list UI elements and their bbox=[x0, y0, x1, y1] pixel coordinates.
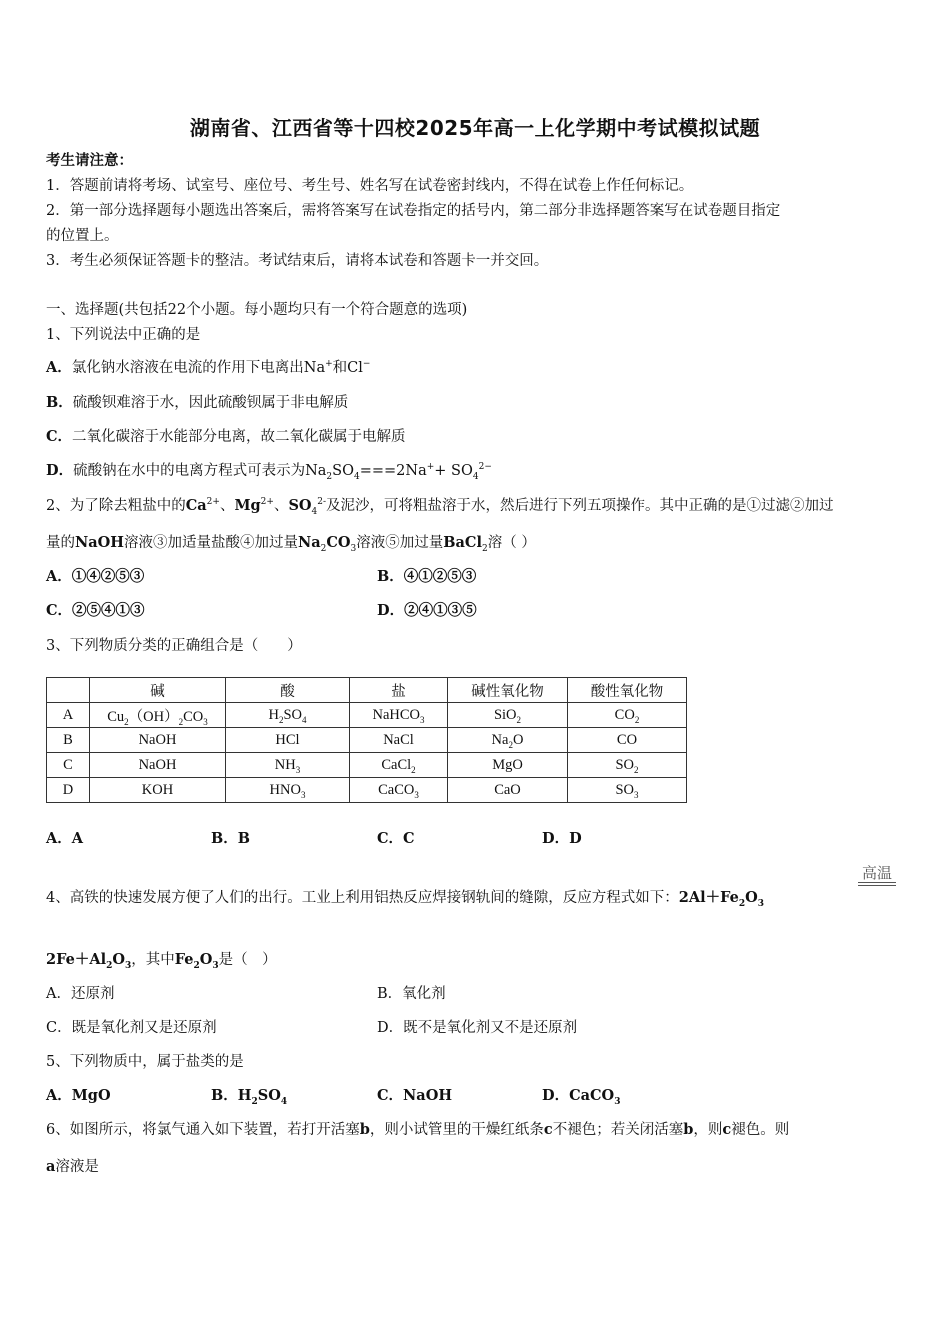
question-2-stem-cont: 量的NaOH溶液③加适量盐酸④加过量$Na_2CO_3$溶液⑤加过量BaCl$_2$溶（ ） bbox=[46, 534, 536, 554]
q4-option-d[interactable]: D．既不是氧化剂又不是还原剂 bbox=[377, 1020, 578, 1036]
cell-acidic-oxide: $SO_3$ bbox=[568, 778, 687, 803]
question-6-stem: 6、如图所示，将氯气通入如下装置，若打开活塞b，则小试管里的干燥红纸条c不褪色；若关闭活塞b，则c褪色。则 bbox=[46, 1121, 790, 1138]
row-key: D bbox=[47, 778, 90, 803]
q2-option-a[interactable]: A．①④②⑤③ bbox=[46, 568, 145, 585]
q2-option-b[interactable]: B．④①②⑤③ bbox=[377, 568, 477, 585]
cell-acid: $NH_3$ bbox=[226, 753, 350, 778]
q3-option-d[interactable]: D．D bbox=[542, 830, 582, 847]
row-key: C bbox=[47, 753, 90, 778]
table-row bbox=[47, 728, 687, 753]
question-4-stem: 4、高铁的快速发展方便了人们的出行。工业上利用铝热反应焊接钢轨间的缝隙，反应方程式如下：$2Al+Fe_2O_3$ bbox=[46, 889, 764, 909]
question-1-stem: 1、下列说法中正确的是 bbox=[46, 327, 201, 343]
q4-option-b[interactable]: B．氧化剂 bbox=[377, 986, 446, 1002]
notice-item: 1．答题前请将考场、试室号、座位号、考生号、姓名写在试卷密封线内，不得在试卷上作任何标记。 bbox=[46, 178, 694, 194]
table-header-cell: 盐 bbox=[350, 678, 448, 703]
row-key: B bbox=[47, 728, 90, 753]
cell-salt: CaCO$_3$ bbox=[350, 778, 448, 803]
q1-option-b[interactable]: B．硫酸钡难溶于水，因此硫酸钡属于非电解质 bbox=[46, 394, 349, 411]
table-row bbox=[47, 778, 687, 803]
cell-salt: NaCl bbox=[350, 728, 448, 753]
cell-acidic-oxide: $CO_2$ bbox=[568, 703, 687, 728]
reaction-condition: 高温 bbox=[861, 864, 892, 882]
q3-option-b[interactable]: B．B bbox=[211, 830, 251, 847]
cell-salt: CaCl$_2$ bbox=[350, 753, 448, 778]
cell-acid: HCl bbox=[226, 728, 350, 753]
cell-acidic-oxide: $SO_2$ bbox=[568, 753, 687, 778]
cell-base: NaOH bbox=[90, 753, 226, 778]
cell-basic-oxide: MgO bbox=[448, 753, 568, 778]
table-header-cell: 酸 bbox=[226, 678, 350, 703]
cell-basic-oxide: CaO bbox=[448, 778, 568, 803]
equilibrium-sign bbox=[858, 882, 896, 886]
question-6-stem-cont: a溶液是 bbox=[46, 1158, 99, 1175]
q5-option-a[interactable]: A．MgO bbox=[46, 1087, 111, 1104]
cell-salt: NaHCO$_3$ bbox=[350, 703, 448, 728]
question-3-stem: 3、下列物质分类的正确组合是（ ） bbox=[46, 638, 302, 654]
q1-option-a[interactable]: A．氯化钠水溶液在电流的作用下电离出Na+和Cl− bbox=[46, 359, 371, 376]
q2-option-c[interactable]: C．②⑤④①③ bbox=[46, 602, 145, 619]
q3-option-c[interactable]: C．C bbox=[377, 830, 415, 847]
cell-acid: $H_2SO_4$ bbox=[226, 703, 350, 728]
question-4-stem-cont: $2Fe+Al_2O_3$，其中$Fe_2O_3$是（ ） bbox=[46, 951, 277, 971]
table-row bbox=[47, 703, 687, 728]
notice-heading: 考生请注意： bbox=[46, 152, 133, 169]
cell-acidic-oxide: CO bbox=[568, 728, 687, 753]
question-5-stem: 5、下列物质中，属于盐类的是 bbox=[46, 1054, 244, 1070]
q5-option-d[interactable]: D．CaCO$_3$ bbox=[542, 1087, 621, 1107]
table-header-cell: 碱性氧化物 bbox=[448, 678, 568, 703]
section-heading: 一、选择题(共包括22个小题。每小题均只有一个符合题意的选项) bbox=[46, 302, 468, 318]
q4-option-a[interactable]: A．还原剂 bbox=[46, 986, 115, 1002]
cell-basic-oxide: SiO$_2$ bbox=[448, 703, 568, 728]
q2-option-d[interactable]: D．②④①③⑤ bbox=[377, 602, 477, 619]
q1-option-d[interactable]: D．硫酸钠在水中的电离方程式可表示为$Na_2SO_4===2Na^++ SO_4^{2-}$ bbox=[46, 462, 492, 482]
question-2-stem: 2、为了除去粗盐中的$Ca^{2+}$、$Mg^{2+}$、$SO_4^{2-}$及泥沙，可将粗盐溶于水，然后进行下列五项操作。其中正确的是①过滤②加过 bbox=[46, 497, 834, 517]
q3-option-a[interactable]: A．A bbox=[46, 830, 84, 847]
table-header-cell: 酸性氧化物 bbox=[568, 678, 687, 703]
page-title: 湖南省、江西省等十四校2025年高一上化学期中考试模拟试题 bbox=[189, 116, 761, 140]
cell-basic-oxide: $Na_2O$ bbox=[448, 728, 568, 753]
q5-option-b[interactable]: B．$H_2SO_4$ bbox=[211, 1087, 288, 1107]
notice-item: 3．考生必须保证答题卡的整洁。考试结束后，请将本试卷和答题卡一并交回。 bbox=[46, 253, 549, 269]
notice-item: 的位置上。 bbox=[46, 228, 119, 244]
classification-table bbox=[46, 677, 687, 803]
cell-base: NaOH bbox=[90, 728, 226, 753]
table-row bbox=[47, 753, 687, 778]
cell-base: $Cu_2(OH)_2CO_3$ bbox=[90, 703, 226, 728]
notice-item: 2．第一部分选择题每小题选出答案后，需将答案写在试卷指定的括号内，第二部分非选择题答案写在试卷题目指定 bbox=[46, 203, 781, 219]
q4-option-c[interactable]: C．既是氧化剂又是还原剂 bbox=[46, 1020, 217, 1036]
q1-option-c[interactable]: C．二氧化碳溶于水能部分电离，故二氧化碳属于电解质 bbox=[46, 428, 406, 445]
q5-option-c[interactable]: C．NaOH bbox=[377, 1087, 453, 1104]
cell-base: KOH bbox=[90, 778, 226, 803]
table-header-cell: 碱 bbox=[90, 678, 226, 703]
table-header-row bbox=[47, 678, 687, 703]
table-header-cell bbox=[47, 678, 90, 703]
cell-acid: $HNO_3$ bbox=[226, 778, 350, 803]
row-key: A bbox=[47, 703, 90, 728]
